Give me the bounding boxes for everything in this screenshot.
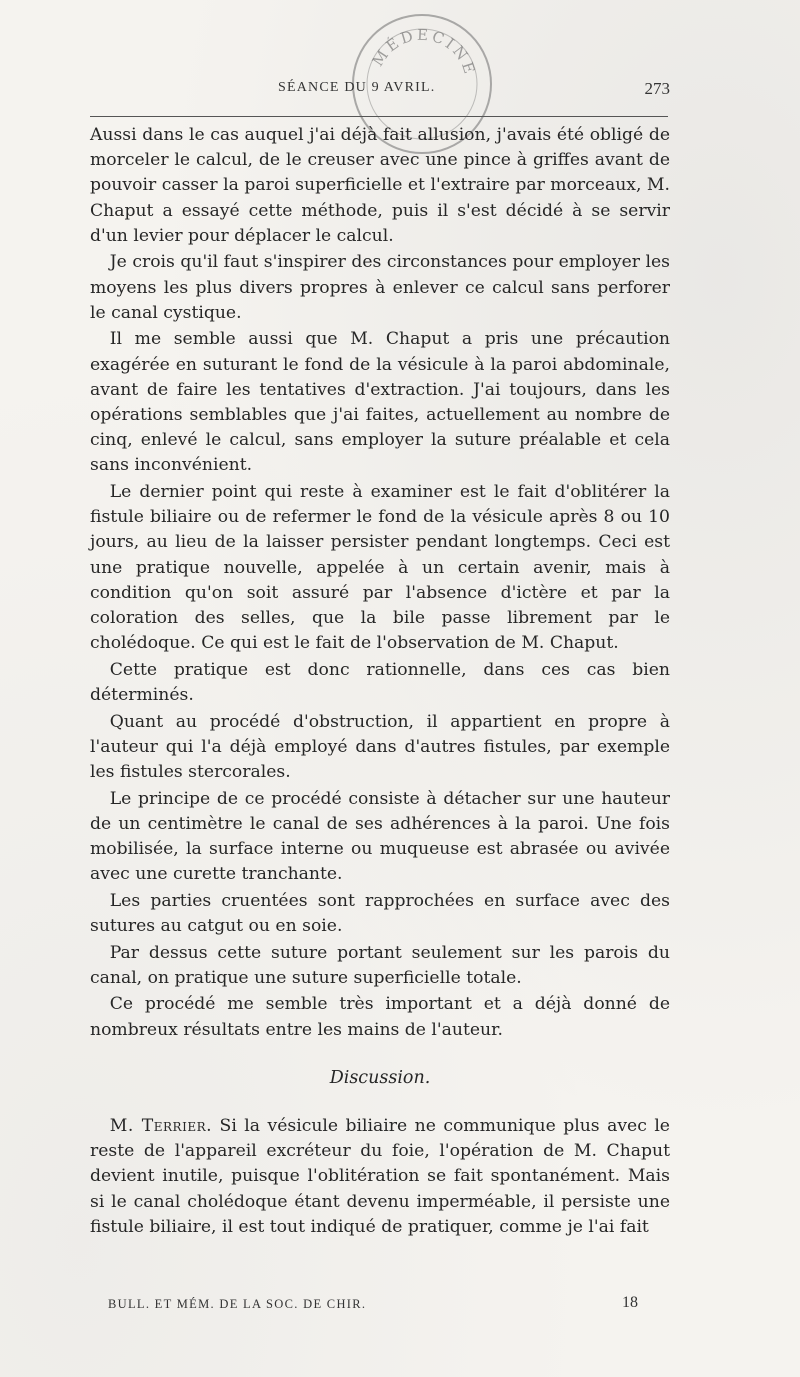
body-paragraph: Le dernier point qui reste à examiner est le fait d'oblitérer la fistule biliaire ou de refermer le fond de la vésicule après 8 ou 10 jours, au lieu de la laisser persister pendant longtemps. Ceci est une pratique nouvelle, appelée à un certain avenir, mais à condition qu'on soit assuré par l'absence d'ictère et par la coloration des selles, que la bile passe librement par le cholédoque. Ce qui est le fait de l'observation de M. Chaput. [90, 482, 670, 654]
body-paragraph: Le principe de ce procédé consiste à détacher sur une hauteur de un centimètre le canal de ses adhérences à la paroi. Une fois mobilisée, la surface interne ou muqueuse est abrasée ou avivée avec une curette tranchante. [90, 788, 670, 885]
discussion-heading: Discussion. [329, 1067, 431, 1088]
page-footer [108, 1294, 638, 1312]
signature-mark: 18 [622, 1294, 638, 1311]
body-paragraph: Il me semble aussi que M. Chaput a pris une précaution exagérée en suturant le fond de la vésicule à la paroi abdominale, avant de faire les tentatives d'extraction. J'ai toujours, dans les opérations semblables que j'ai faites, actuellement au nombre de cinq, enlevé le calcul, sans employer la suture préalable et cela sans inconvénient. [90, 329, 670, 476]
speaker-name: M. Terrier. [109, 1116, 213, 1137]
page-body [90, 123, 670, 1241]
page-header-title: SÉANCE DU 9 AVRIL. [278, 80, 436, 95]
body-paragraph: Les parties cruentées sont rapprochées en surface avec des sutures au catgut ou en soie. [90, 890, 670, 937]
header-rule [90, 116, 668, 117]
discussion-paragraph [90, 1114, 670, 1240]
body-paragraph: Aussi dans le cas auquel j'ai déjà fait allusion, j'avais été obligé de morceler le calcul, de le creuser avec une pince à griffes avant de pouvoir casser la paroi superficielle et l'extraire par morceaux, M. Chaput a essayé cette méthode, puis il s'est décidé à se servir d'un levier pour déplacer le calcul. [90, 125, 670, 246]
stamp-text: MÉDECINE [368, 25, 480, 79]
page-number: 273 [644, 79, 670, 98]
running-header [0, 80, 800, 104]
journal-footer: BULL. ET MÉM. DE LA SOC. DE CHIR. [108, 1297, 367, 1311]
svg-text:MÉDECINE [369, 26, 480, 79]
discussion-text: Si la vésicule biliaire ne communique plus avec le reste de l'appareil excréteur du foie, l'opération de M. Chaput devient inutile, puisque l'oblitération se fait spontanément. Mais si le canal cholédoque étant devenu imperméable, il persiste une fistule biliaire, il est tout indiqué de pratiquer, comme je l'ai fait [90, 1116, 670, 1237]
body-paragraph: Je crois qu'il faut s'inspirer des circonstances pour employer les moyens les plus divers propres à enlever ce calcul sans perforer le canal cystique. [90, 252, 670, 323]
body-paragraph: Cette pratique est donc rationnelle, dans ces cas bien déterminés. [90, 659, 670, 706]
body-paragraph: Quant au procédé d'obstruction, il appartient en propre à l'auteur qui l'a déjà employé dans d'autres fistules, par exemple les fistules stercorales. [90, 711, 670, 783]
body-paragraph: Ce procédé me semble très important et a déjà donné de nombreux résultats entre les mains de l'auteur. [90, 994, 670, 1040]
body-paragraph: Par dessus cette suture portant seulement sur les parois du canal, on pratique une suture superficielle totale. [90, 942, 670, 988]
